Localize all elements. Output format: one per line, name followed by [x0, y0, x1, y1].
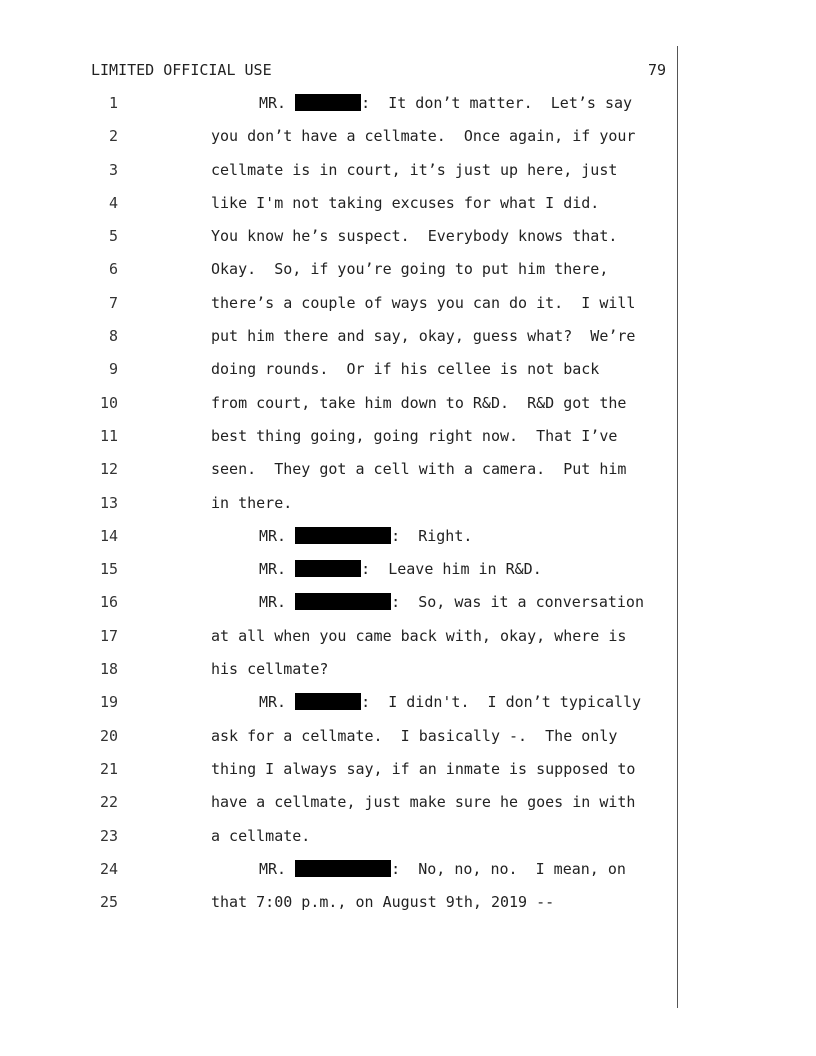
line-text — [211, 320, 666, 353]
speaker-label: MR. — [259, 526, 296, 545]
transcript-line — [0, 853, 816, 886]
transcript-line — [0, 653, 816, 686]
speaker-label: MR. — [259, 593, 296, 612]
line-text — [259, 586, 666, 619]
line-text — [211, 720, 666, 753]
line-number: 21 — [99, 759, 118, 778]
line-number: 24 — [99, 859, 118, 878]
line-text — [211, 220, 666, 253]
line-number: 17 — [99, 626, 118, 645]
speaker-label: MR. — [259, 859, 296, 878]
line-content: have a cellmate, just make sure he goes in with — [211, 793, 636, 812]
line-content: that 7:00 p.m., on August 9th, 2019 -- — [211, 893, 555, 912]
speaker-label: MR. — [259, 560, 296, 579]
transcript-line — [0, 420, 816, 453]
transcript-line — [0, 586, 816, 619]
line-text — [259, 553, 666, 586]
transcript-line — [0, 786, 816, 819]
line-number: 9 — [108, 360, 118, 379]
line-text — [211, 154, 666, 187]
line-number: 25 — [99, 893, 118, 912]
transcript-line — [0, 187, 816, 220]
line-content: at all when you came back with, okay, where is — [211, 626, 627, 645]
transcript-line — [0, 820, 816, 853]
transcript-line — [0, 453, 816, 486]
transcript-line — [0, 886, 816, 919]
page-number: 79 — [648, 61, 667, 79]
line-number: 13 — [99, 493, 118, 512]
line-text — [211, 820, 666, 853]
line-text — [211, 753, 666, 786]
redaction-box — [295, 560, 361, 577]
line-number: 12 — [99, 460, 118, 479]
line-content: : I didn't. I don’t typically — [361, 693, 642, 712]
line-content: put him there and say, okay, guess what? We’re — [211, 327, 636, 346]
transcript-line — [0, 220, 816, 253]
line-content: cellmate is in court, it’s just up here, just — [211, 160, 618, 179]
transcript-line — [0, 553, 816, 586]
transcript-line — [0, 120, 816, 153]
line-text — [259, 87, 666, 120]
line-text — [211, 620, 666, 653]
line-content: thing I always say, if an inmate is supposed to — [211, 759, 636, 778]
line-content: you don’t have a cellmate. Once again, if your — [211, 127, 636, 146]
line-content: Okay. So, if you’re going to put him there, — [211, 260, 609, 279]
line-content: in there. — [211, 493, 293, 512]
line-number: 10 — [99, 393, 118, 412]
transcript-line — [0, 87, 816, 120]
line-text — [211, 786, 666, 819]
line-number: 23 — [99, 826, 118, 845]
transcript-line — [0, 154, 816, 187]
line-number: 7 — [108, 293, 118, 312]
line-number: 11 — [99, 426, 118, 445]
line-content: : It don’t matter. Let’s say — [361, 94, 633, 112]
redaction-box — [295, 693, 361, 710]
line-content: best thing going, going right now. That I’ve — [211, 426, 618, 445]
line-content: ask for a cellmate. I basically -. The only — [211, 726, 618, 745]
line-text — [259, 853, 666, 886]
transcript-line — [0, 253, 816, 286]
transcript-line — [0, 620, 816, 653]
line-number: 8 — [108, 327, 118, 346]
line-text — [259, 520, 666, 553]
transcript-line — [0, 753, 816, 786]
line-content: : So, was it a conversation — [391, 593, 644, 612]
line-text — [211, 187, 666, 220]
line-number: 2 — [108, 127, 118, 146]
line-content: : Right. — [391, 526, 473, 545]
line-text — [211, 420, 666, 453]
speaker-label: MR. — [259, 693, 296, 712]
transcript-line — [0, 320, 816, 353]
line-number: 16 — [99, 593, 118, 612]
line-text — [211, 487, 666, 520]
line-number: 19 — [99, 693, 118, 712]
line-content: there’s a couple of ways you can do it. I will — [211, 293, 636, 312]
line-text — [259, 686, 666, 719]
line-number: 6 — [108, 260, 118, 279]
transcript-line — [0, 487, 816, 520]
line-number: 15 — [99, 560, 118, 579]
redaction-box — [295, 593, 391, 610]
line-content: : No, no, no. I mean, on — [391, 859, 626, 878]
line-content: from court, take him down to R&D. R&D got the — [211, 393, 627, 412]
redaction-box — [295, 527, 391, 544]
redaction-box — [295, 94, 361, 111]
line-number: 20 — [99, 726, 118, 745]
speaker-label: MR. — [259, 94, 296, 112]
redaction-box — [295, 860, 391, 877]
line-content: seen. They got a cell with a camera. Put him — [211, 460, 627, 479]
line-number: 1 — [108, 94, 118, 112]
transcript-line — [0, 720, 816, 753]
transcript-line — [0, 387, 816, 420]
line-content: You know he’s suspect. Everybody knows that. — [211, 227, 618, 246]
line-number: 18 — [99, 660, 118, 679]
transcript-line — [0, 353, 816, 386]
line-number: 3 — [108, 160, 118, 179]
line-content: like I'm not taking excuses for what I did. — [211, 193, 600, 212]
line-text — [211, 353, 666, 386]
line-content: his cellmate? — [211, 660, 329, 679]
line-text — [211, 886, 666, 919]
line-text — [211, 653, 666, 686]
line-text — [211, 120, 666, 153]
line-text — [211, 387, 666, 420]
line-content: doing rounds. Or if his cellee is not back — [211, 360, 600, 379]
transcript-line — [0, 686, 816, 719]
line-number: 22 — [99, 793, 118, 812]
classification-header: LIMITED OFFICIAL USE — [91, 61, 272, 79]
line-content: a cellmate. — [211, 826, 311, 845]
line-text — [211, 453, 666, 486]
transcript-line — [0, 520, 816, 553]
line-content: : Leave him in R&D. — [361, 560, 542, 579]
line-number: 14 — [99, 526, 118, 545]
line-number: 4 — [108, 193, 118, 212]
line-text — [211, 287, 666, 320]
transcript-body — [0, 87, 816, 919]
line-text — [211, 253, 666, 286]
line-number: 5 — [108, 227, 118, 246]
transcript-line — [0, 287, 816, 320]
